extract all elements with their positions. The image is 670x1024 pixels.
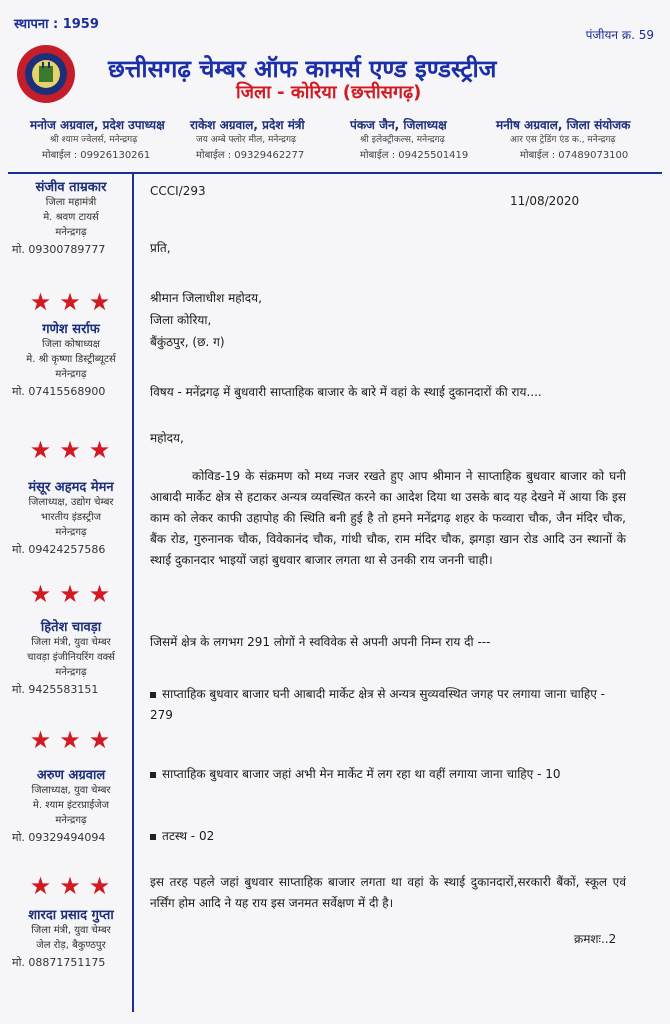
- member-phone: मो. 09424257586: [12, 543, 106, 556]
- continued-marker: क्रमशः..2: [574, 932, 617, 946]
- member-line: जिला कोषाध्यक्ष: [42, 339, 100, 350]
- survey-intro: जिसमें क्षेत्र के लगभग 291 लोगों ने स्वविवेक से अपनी अपनी निम्न राय दी ---: [150, 635, 491, 649]
- reference-number: CCCI/293: [150, 184, 206, 198]
- member-line: भारतीय इंडस्ट्रीज: [40, 512, 102, 523]
- member-line: मे. श्री कृष्णा डिस्ट्रीब्यूटर्स: [26, 354, 116, 365]
- member-line: जिलाध्यक्ष, उद्योग चेम्बर: [28, 497, 114, 508]
- officer-name: पंकज जैन, जिलाध्यक्ष: [350, 118, 447, 132]
- opinion-item: [150, 684, 630, 726]
- member-phone: मो. 08871751175: [12, 956, 106, 969]
- member-line: मनेन्द्रगढ़: [55, 227, 87, 238]
- officer-phone: मोबाईल : 09329462277: [196, 150, 305, 161]
- star-divider: ★★★: [29, 288, 119, 316]
- established-year: स्थापना : 1959: [14, 17, 99, 32]
- member-phone: मो. 09329494094: [12, 831, 106, 844]
- member-line: मनेन्द्रगढ़: [55, 667, 87, 678]
- officer-1: [30, 118, 165, 163]
- sidebar-member-1: [12, 180, 130, 257]
- opinion-text: साप्ताहिक बुधवार बाजार घनी आबादी मार्केट क्षेत्र से अन्यत्र सुव्यवस्थित जगह पर लगाया जाना चाहिए - 279: [150, 687, 605, 722]
- bullet-icon: [150, 834, 156, 840]
- addressee-line: श्रीमान जिलाधीश महोदय,: [150, 291, 262, 305]
- organisation-title: छत्तीसगढ़ चेम्बर ऑफ कामर्स एण्ड इण्डस्ट्रीज: [108, 55, 497, 83]
- officer-phone: मोबाईल : 09926130261: [42, 150, 151, 161]
- opinion-item: [150, 764, 630, 785]
- addressee-line: बैंकुंठपुर, (छ. ग): [150, 335, 225, 349]
- member-name: मंसूर अहमद मेमन: [28, 480, 114, 495]
- member-line: जिला महामंत्री: [45, 197, 97, 208]
- sidebar-member-5: [12, 768, 130, 845]
- addressee-line: जिला कोरिया,: [150, 313, 212, 327]
- header-divider: [8, 172, 662, 174]
- district-name: जिला - कोरिया (छत्तीसगढ़): [236, 82, 422, 103]
- star-divider: ★★★: [29, 436, 119, 464]
- member-line: जिला मंत्री, युवा चेम्बर: [31, 925, 111, 936]
- sidebar-divider: [132, 172, 134, 1012]
- member-phone: मो. 09300789777: [12, 243, 106, 256]
- bullet-icon: [150, 692, 156, 698]
- subject-line: विषय - मनेंद्रगढ़ में बुधवारी साप्ताहिक बाजार के बारे में वहां के स्थाई दुकानदारों की राय....: [150, 385, 542, 399]
- registration-number: पंजीयन क्र. 59: [585, 28, 654, 42]
- member-phone: मो. 07415568900: [12, 385, 106, 398]
- member-name: शारदा प्रसाद गुप्ता: [28, 908, 114, 923]
- opinion-text: साप्ताहिक बुधवार बाजार जहां अभी मेन मार्केट में लग रहा था वहीं लगाया जाना चाहिए - 10: [162, 767, 561, 781]
- member-line: जिला मंत्री, युवा चेम्बर: [31, 637, 111, 648]
- body-paragraph: कोविड-19 के संक्रमण को मध्य नजर रखते हुए आप श्रीमान ने साप्ताहिक बुधवार बाजार को घनी आबादी मार्केट क्षेत्र से हटाकर अन्यत्र व्यवस्थित करने का आदेश दिया था उसके बाद यह देखने में आया कि इस काम को लेकर काफी उहापोह की स्थिति बनी हुई है तो हमने मनेंद्रगढ़ शहर के फव्वारा चौक, जैन मंदिर चौक, बैंक रोड, गुरुनानक चौक, विवेकानंद चौक, गांधी चौक, राम मंदिर चौक, झगड़ा खान रोड आदि उन स्थानों के स्थाई दुकानदार भाइयों जहां बुधवार बाजार लगता था से उनकी राय जननी चाही।: [150, 469, 626, 567]
- officer-2: [190, 118, 305, 163]
- officer-firm: श्री इलेक्ट्रीकल्स, मनेन्द्रगढ़: [360, 135, 445, 145]
- sidebar-member-2: [12, 322, 130, 399]
- officer-phone: मोबाईल : 07489073100: [520, 150, 629, 161]
- to-line: प्रति,: [150, 241, 171, 255]
- member-phone: मो. 9425583151: [12, 683, 99, 696]
- officer-firm: जय अम्बे फ्लोर मील, मनेन्द्रगढ़: [196, 135, 297, 145]
- member-line: मनेन्द्रगढ़: [55, 369, 87, 380]
- officer-4: [496, 118, 630, 163]
- member-line: मनेन्द्रगढ़: [55, 527, 87, 538]
- officer-name: मनोज अग्रवाल, प्रदेश उपाध्यक्ष: [30, 118, 165, 132]
- officer-3: [350, 118, 468, 163]
- star-divider: ★★★: [29, 872, 119, 900]
- member-name: संजीव ताम्रकार: [35, 180, 107, 195]
- sidebar-member-4: [12, 620, 130, 697]
- member-line: मनेन्द्रगढ़: [55, 815, 87, 826]
- member-name: अरुण अग्रवाल: [36, 768, 106, 783]
- opinion-text: तटस्थ - 02: [162, 829, 215, 843]
- member-line: मे. श्याम इंटरप्राईजेज: [32, 800, 110, 811]
- officer-firm: श्री श्याम ज्वेलर्स, मनेन्द्रगढ़: [50, 135, 138, 145]
- officer-name: राकेश अग्रवाल, प्रदेश मंत्री: [190, 118, 305, 132]
- sidebar-member-6: [12, 908, 130, 970]
- member-name: गणेश सर्राफ: [42, 322, 100, 337]
- officer-phone: मोबाईल : 09425501419: [360, 150, 469, 161]
- member-line: जेल रोड़, बैकुण्ठपुर: [36, 940, 106, 951]
- officer-name: मनीष अग्रवाल, जिला संयोजक: [496, 118, 631, 132]
- star-divider: ★★★: [29, 726, 119, 754]
- member-line: जिलाध्यक्ष, युवा चेम्बर: [31, 785, 111, 796]
- letter-date: 11/08/2020: [510, 194, 580, 208]
- salutation: महोदय,: [150, 431, 184, 445]
- star-divider: ★★★: [29, 580, 119, 608]
- closing-paragraph: इस तरह पहले जहां बुधवार साप्ताहिक बाजार लगता था वहां के स्थाई दुकानदारों,सरकारी बैंकों, स्कूल एवं नर्सिंग होम आदि ने यह राय इस जनमत सर्वेक्षण में दी है।: [150, 875, 626, 910]
- chamber-logo-icon: [16, 44, 76, 104]
- member-name: हितेश चावड़ा: [40, 620, 102, 635]
- opinion-item: [150, 826, 630, 847]
- member-line: मे. श्रवण टायर्स: [43, 212, 99, 223]
- member-line: चावड़ा इंजीनियरिंग वर्क्स: [27, 652, 115, 663]
- officer-firm: आर एस ट्रेडिंग एंड क., मनेन्द्रगढ़: [510, 135, 616, 145]
- bullet-icon: [150, 772, 156, 778]
- sidebar-member-3: [12, 480, 130, 557]
